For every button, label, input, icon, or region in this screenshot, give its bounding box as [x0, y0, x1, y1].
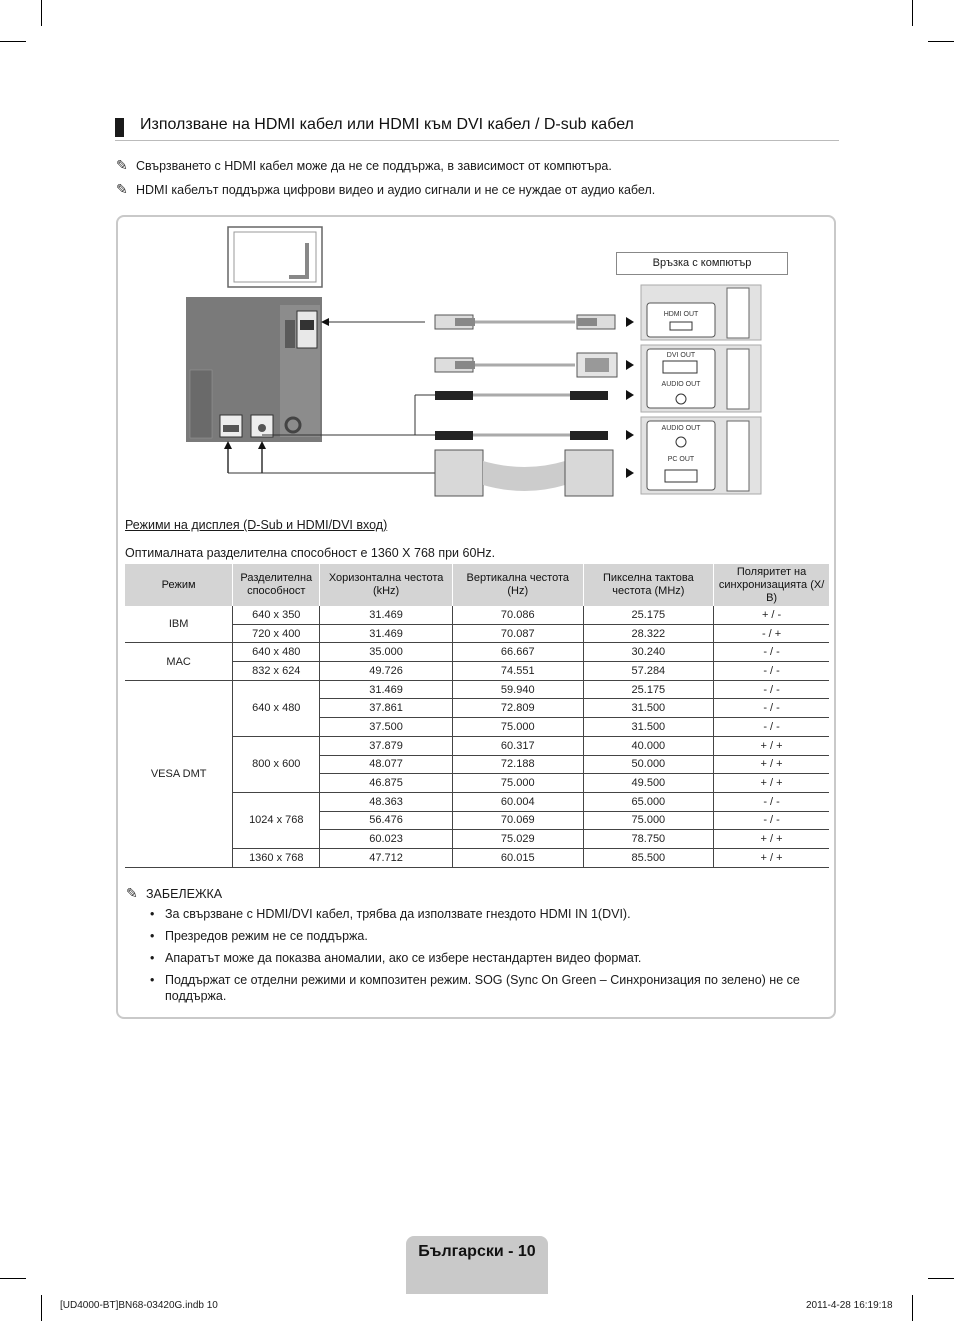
crop-mark [41, 0, 42, 26]
resolution-cell: 640 x 480 [233, 643, 320, 662]
table-row [125, 606, 829, 624]
note-line: ✎ Свързването с HDMI кабел може да не се поддържа, в зависимост от компютъра. [116, 157, 612, 173]
svg-text:PC OUT: PC OUT [667, 456, 695, 463]
col-header: Вертикална честота (Hz) [452, 564, 583, 606]
table-cell: + / - [714, 606, 829, 624]
table-cell: 70.086 [452, 606, 583, 624]
table-cell: 47.712 [320, 848, 453, 867]
page-number: Български - 10 [418, 1243, 536, 1260]
table-cell: - / + [714, 624, 829, 643]
display-modes-table [125, 564, 829, 868]
table-cell: 75.029 [452, 830, 583, 849]
crop-mark [0, 41, 26, 42]
table-row [125, 680, 829, 699]
hdmi-cable [435, 315, 634, 329]
table-cell: 48.363 [320, 792, 453, 811]
table-cell: 49.500 [583, 774, 714, 793]
mode-cell: IBM [125, 606, 233, 643]
list-item: • Поддържат се отделни режими и композитен режим. SOG (Sync On Green – Синхронизация по зелено) не се поддържа. [150, 972, 828, 1004]
table-cell: 40.000 [583, 736, 714, 755]
table-cell: 25.175 [583, 606, 714, 624]
col-header: Режим [125, 564, 233, 606]
table-cell: 28.322 [583, 624, 714, 643]
table-cell: 25.175 [583, 680, 714, 699]
resolution-cell: 640 x 480 [233, 680, 320, 736]
footer-file-info: [UD4000-BT]BN68-03420G.indb 10 [60, 1300, 218, 1311]
footer-timestamp: 2011-4-28 16:19:18 [806, 1300, 893, 1311]
mode-cell: MAC [125, 643, 233, 680]
table-cell: + / + [714, 830, 829, 849]
resolution-cell: 1360 x 768 [233, 848, 320, 867]
table-cell: + / + [714, 848, 829, 867]
table-cell: 31.469 [320, 680, 453, 699]
table-cell: - / - [714, 643, 829, 662]
table-cell: - / - [714, 718, 829, 737]
table-cell: - / - [714, 811, 829, 830]
list-item: • Презредов режим не се поддържа. [150, 928, 828, 944]
list-item: • Апаратът може да показва аномалии, ако се избере нестандартен видео формат. [150, 950, 828, 966]
crop-mark [928, 1278, 954, 1279]
resolution-cell: 720 x 400 [233, 624, 320, 643]
table-cell: + / + [714, 736, 829, 755]
table-cell: 50.000 [583, 755, 714, 774]
table-cell: - / - [714, 680, 829, 699]
table-cell: + / + [714, 774, 829, 793]
mode-cell: VESA DMT [125, 680, 233, 867]
notes-list [150, 906, 828, 1010]
table-cell: 60.015 [452, 848, 583, 867]
pc-panel-2 [641, 345, 761, 412]
crop-mark [912, 0, 913, 26]
table-row [125, 643, 829, 662]
crop-mark [41, 1295, 42, 1321]
table-cell: 72.809 [452, 699, 583, 718]
resolution-cell: 1024 x 768 [233, 792, 320, 848]
table-cell: 37.500 [320, 718, 453, 737]
col-header: Поляритет на синхронизацията (Х/В) [714, 564, 829, 606]
resolution-cell: 800 x 600 [233, 736, 320, 792]
table-cell: 59.940 [452, 680, 583, 699]
table-cell: 70.087 [452, 624, 583, 643]
crop-mark [928, 41, 954, 42]
table-cell: 74.551 [452, 662, 583, 681]
pencil-icon: ✎ [116, 181, 128, 197]
table-cell: 75.000 [452, 774, 583, 793]
col-header: Разделителна способност [233, 564, 320, 606]
table-cell: 72.188 [452, 755, 583, 774]
tv-icon [228, 227, 322, 287]
hdmi-dvi-cable [435, 353, 634, 377]
col-header: Пикселна тактова честота (MHz) [583, 564, 714, 606]
table-cell: 49.726 [320, 662, 453, 681]
table-cell: 65.000 [583, 792, 714, 811]
note-heading: ✎ ЗАБЕЛЕЖКА [126, 885, 223, 901]
heading-marker [115, 118, 124, 137]
crop-mark [0, 1278, 26, 1279]
table-cell: - / - [714, 662, 829, 681]
optimal-resolution-text: Оптималната разделителна способност е 1360 X 768 при 60Hz. [125, 546, 496, 560]
list-item: • За свързване с HDMI/DVI кабел, трябва да използвате гнездото HDMI IN 1(DVI). [150, 906, 828, 922]
modes-heading: Режими на дисплея (D-Sub и HDMI/DVI вход) [125, 518, 388, 532]
table-cell: 31.500 [583, 718, 714, 737]
resolution-cell: 640 x 350 [233, 606, 320, 624]
table-cell: 66.667 [452, 643, 583, 662]
table-cell: 60.023 [320, 830, 453, 849]
pc-connection-label: Връзка с компютър [616, 252, 788, 275]
table-cell: 46.875 [320, 774, 453, 793]
svg-text:AUDIO OUT: AUDIO OUT [661, 425, 701, 432]
svg-text:HDMI OUT: HDMI OUT [663, 311, 699, 318]
pencil-icon: ✎ [116, 157, 128, 173]
table-cell: 37.879 [320, 736, 453, 755]
tv-rear-panel [186, 297, 322, 442]
table-cell: 78.750 [583, 830, 714, 849]
table-cell: 85.500 [583, 848, 714, 867]
table-cell: 70.069 [452, 811, 583, 830]
svg-text:AUDIO OUT: AUDIO OUT [661, 381, 701, 388]
table-cell: 31.469 [320, 606, 453, 624]
dsub-cable [228, 450, 634, 496]
table-cell: 56.476 [320, 811, 453, 830]
table-cell: - / - [714, 792, 829, 811]
table-cell: 60.004 [452, 792, 583, 811]
table-cell: 75.000 [452, 718, 583, 737]
table-cell: 60.317 [452, 736, 583, 755]
pc-panel-1 [641, 285, 761, 340]
table-cell: 57.284 [583, 662, 714, 681]
crop-mark [912, 1295, 913, 1321]
audio-cable-1 [415, 390, 634, 435]
col-header: Хоризонтална честота (kHz) [320, 564, 453, 606]
table-cell: 75.000 [583, 811, 714, 830]
table-header-row [125, 564, 829, 606]
pc-panel-3 [641, 417, 761, 494]
pencil-icon: ✎ [126, 885, 138, 901]
table-cell: 31.500 [583, 699, 714, 718]
table-cell: 30.240 [583, 643, 714, 662]
resolution-cell: 832 x 624 [233, 662, 320, 681]
svg-text:DVI OUT: DVI OUT [666, 352, 696, 359]
heading-rule [115, 140, 839, 141]
table-cell: 31.469 [320, 624, 453, 643]
table-cell: 35.000 [320, 643, 453, 662]
page-heading: Използване на HDMI кабел или HDMI към DVI кабел / D-sub кабел [140, 116, 634, 133]
table-cell: 48.077 [320, 755, 453, 774]
note-line: ✎ HDMI кабелът поддържа цифрови видео и аудио сигнали и не се нуждае от аудио кабел. [116, 181, 656, 197]
table-cell: 37.861 [320, 699, 453, 718]
table-cell: - / - [714, 699, 829, 718]
table-cell: + / + [714, 755, 829, 774]
